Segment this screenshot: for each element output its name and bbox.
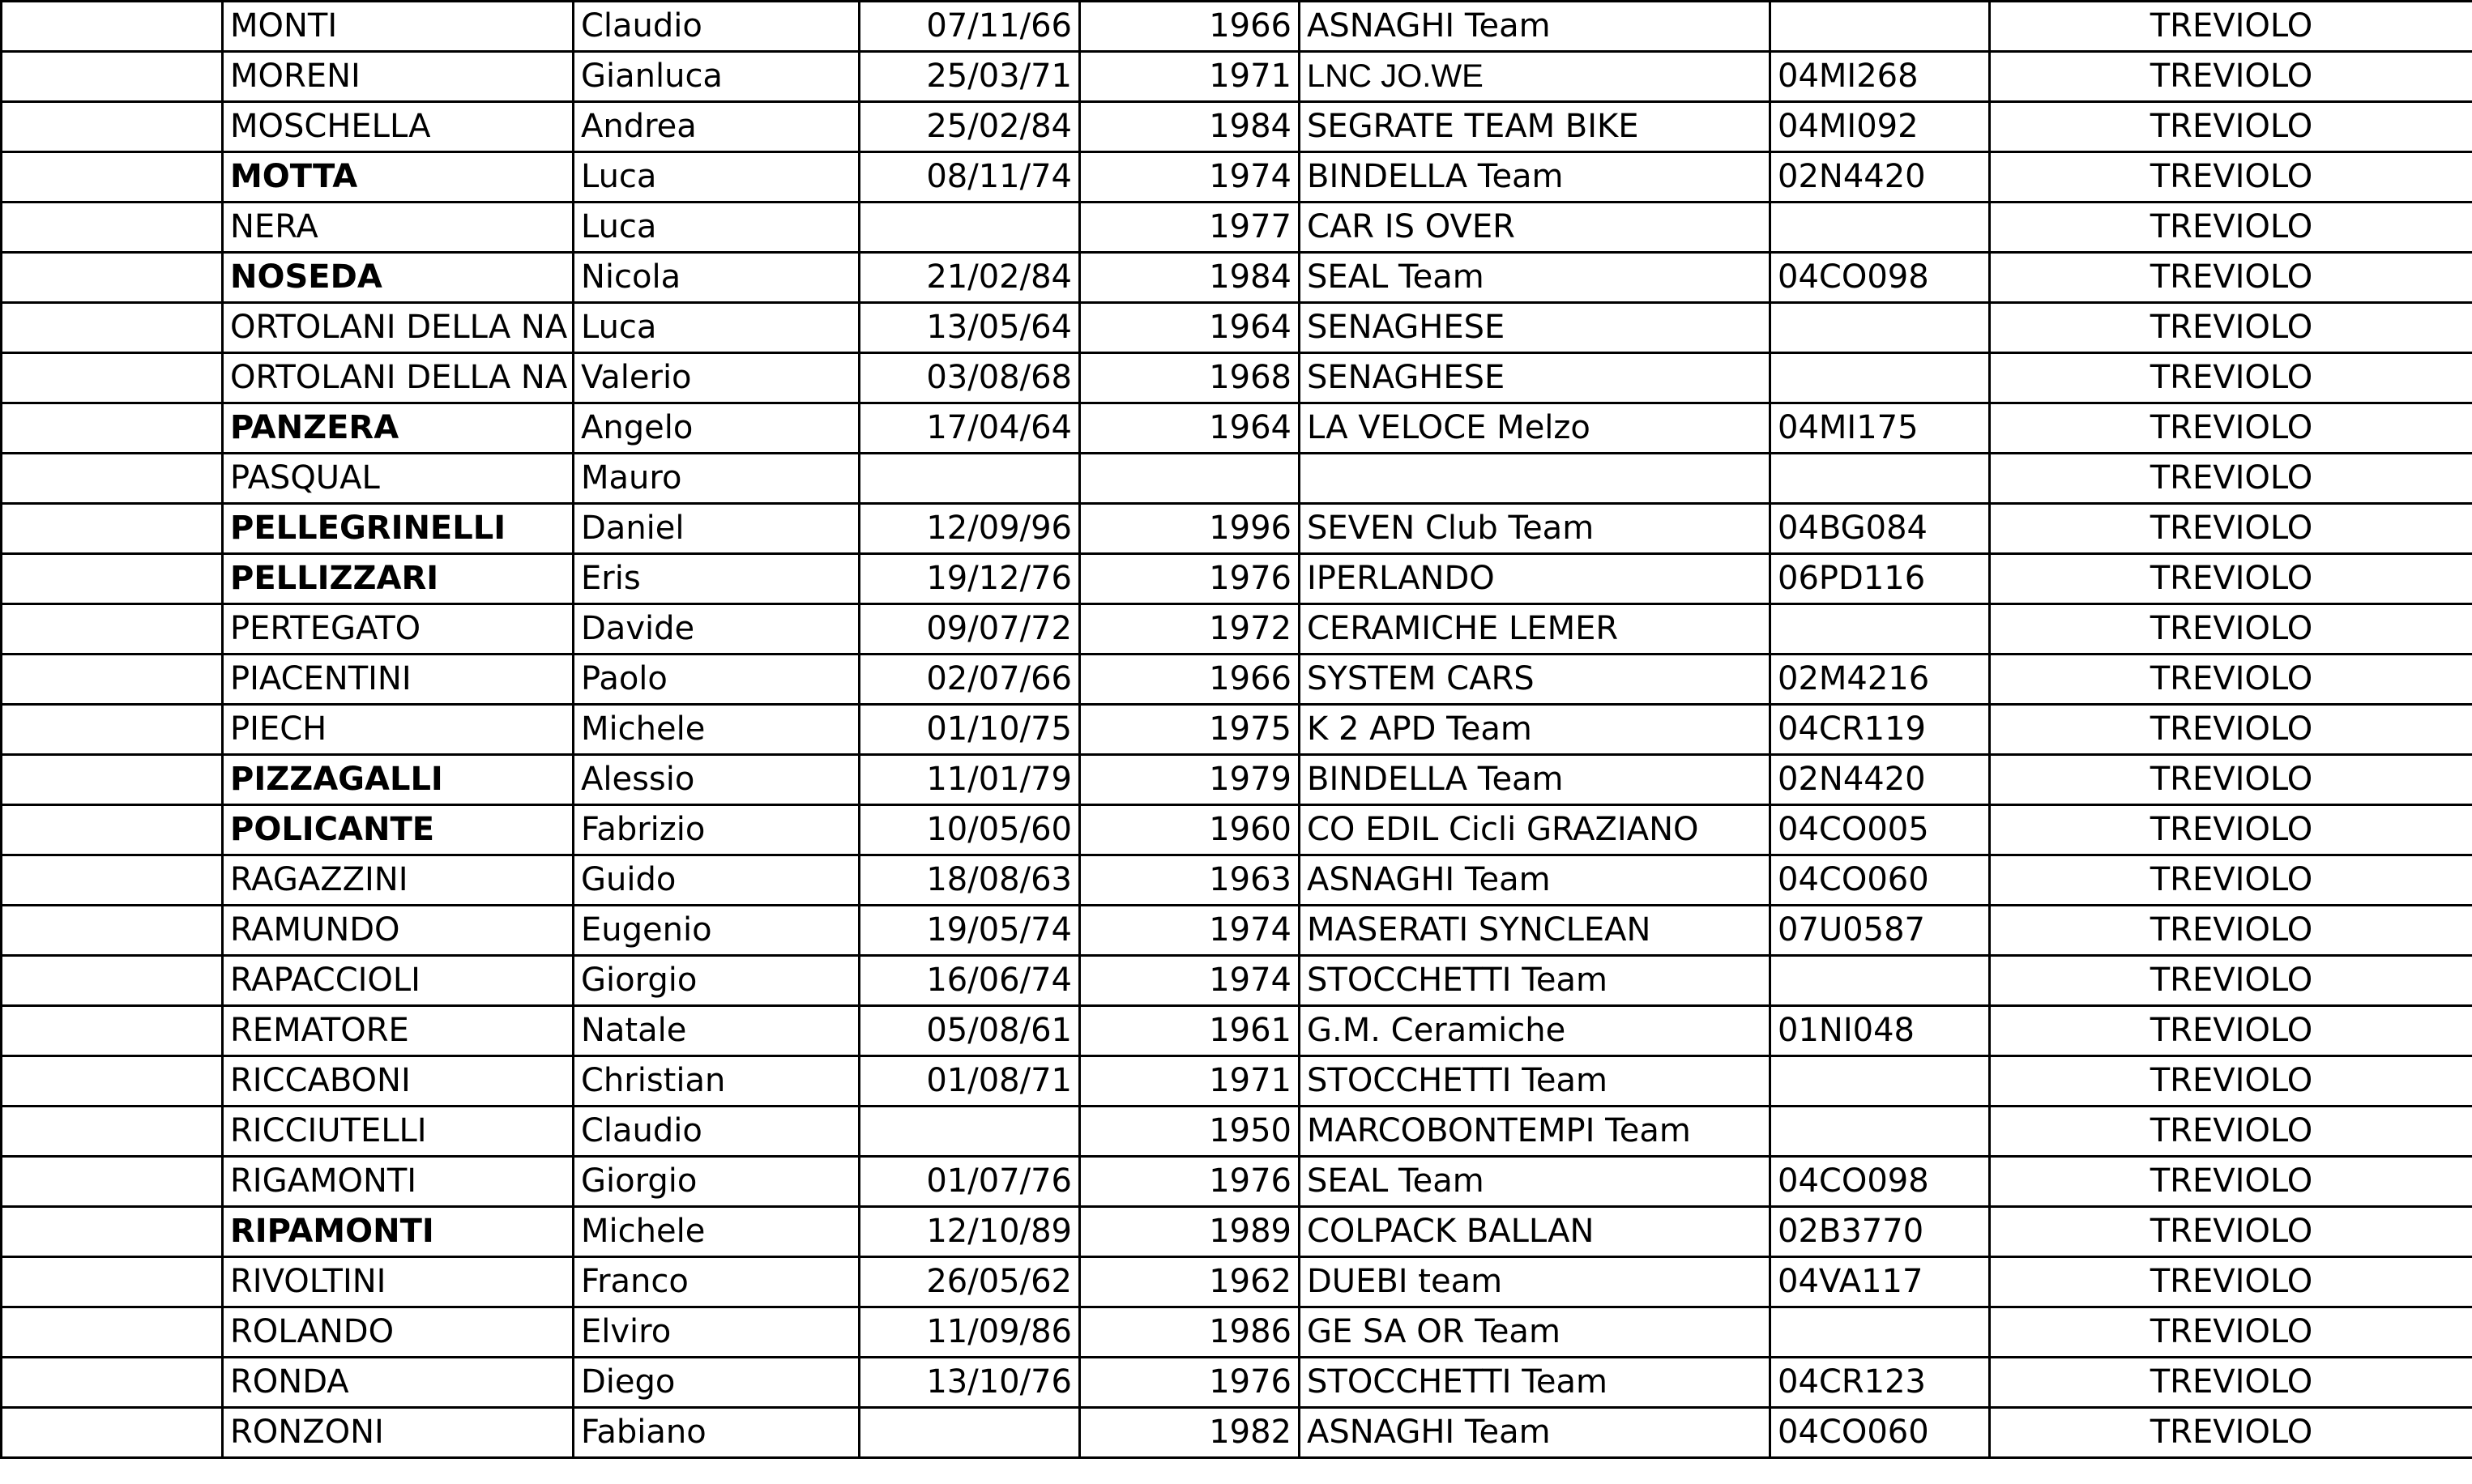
birth-date-cell[interactable]: 01/10/75: [860, 705, 1080, 755]
team-code-cell[interactable]: 04MI268: [1770, 52, 1990, 102]
city-cell[interactable]: TREVIOLO: [1990, 805, 2472, 855]
team-code-cell[interactable]: [1770, 604, 1990, 655]
surname-cell[interactable]: ORTOLANI DELLA NA: [223, 353, 574, 403]
table-row: [2, 705, 2472, 755]
blank-cell[interactable]: [2, 554, 223, 604]
birth-year-cell[interactable]: 1979: [1080, 755, 1300, 805]
team-cell[interactable]: SENAGHESE: [1300, 303, 1770, 353]
birth-date-cell[interactable]: 21/02/84: [860, 253, 1080, 303]
blank-cell[interactable]: [2, 1157, 223, 1207]
birth-date-cell[interactable]: 25/02/84: [860, 102, 1080, 152]
first-name-cell[interactable]: Gianluca: [574, 52, 860, 102]
table-row: [2, 353, 2472, 403]
birth-year-cell[interactable]: 1996: [1080, 504, 1300, 554]
surname-cell[interactable]: PASQUAL: [223, 454, 574, 504]
team-cell[interactable]: LNC JO.WE: [1300, 52, 1770, 102]
birth-year-cell[interactable]: 1984: [1080, 102, 1300, 152]
first-name-cell[interactable]: Daniel: [574, 504, 860, 554]
blank-cell[interactable]: [2, 1408, 223, 1458]
birth-year-cell[interactable]: 1964: [1080, 403, 1300, 454]
surname-cell[interactable]: RICCABONI: [223, 1056, 574, 1107]
surname-cell[interactable]: ORTOLANI DELLA NA: [223, 303, 574, 353]
team-cell[interactable]: GE SA OR Team: [1300, 1307, 1770, 1358]
birth-year-cell[interactable]: 1974: [1080, 956, 1300, 1006]
team-cell[interactable]: [1300, 454, 1770, 504]
table-row: [2, 1107, 2472, 1157]
surname-cell[interactable]: RAGAZZINI: [223, 855, 574, 906]
first-name-cell[interactable]: Fabrizio: [574, 805, 860, 855]
city-cell[interactable]: TREVIOLO: [1990, 403, 2472, 454]
city-cell[interactable]: TREVIOLO: [1990, 102, 2472, 152]
birth-year-cell[interactable]: 1950: [1080, 1107, 1300, 1157]
team-cell[interactable]: LA VELOCE Melzo: [1300, 403, 1770, 454]
surname-cell[interactable]: ROLANDO: [223, 1307, 574, 1358]
first-name-cell[interactable]: Alessio: [574, 755, 860, 805]
city-cell[interactable]: TREVIOLO: [1990, 956, 2472, 1006]
city-cell[interactable]: TREVIOLO: [1990, 152, 2472, 203]
city-cell[interactable]: TREVIOLO: [1990, 1107, 2472, 1157]
birth-year-cell[interactable]: 1963: [1080, 855, 1300, 906]
city-cell[interactable]: TREVIOLO: [1990, 906, 2472, 956]
table-row: [2, 454, 2472, 504]
birth-year-cell[interactable]: 1962: [1080, 1257, 1300, 1307]
team-cell[interactable]: ASNAGHI Team: [1300, 1408, 1770, 1458]
team-cell[interactable]: DUEBI team: [1300, 1257, 1770, 1307]
city-cell[interactable]: TREVIOLO: [1990, 604, 2472, 655]
team-code-cell[interactable]: 04CO060: [1770, 855, 1990, 906]
birth-year-cell[interactable]: [1080, 454, 1300, 504]
birth-year-cell[interactable]: 1989: [1080, 1207, 1300, 1257]
table-row: [2, 1056, 2472, 1107]
team-cell[interactable]: STOCCHETTI Team: [1300, 1358, 1770, 1408]
birth-year-cell[interactable]: 1960: [1080, 805, 1300, 855]
surname-cell[interactable]: PELLEGRINELLI: [223, 504, 574, 554]
birth-year-cell[interactable]: 1972: [1080, 604, 1300, 655]
surname-cell[interactable]: MOTTA: [223, 152, 574, 203]
birth-date-cell[interactable]: 02/07/66: [860, 655, 1080, 705]
first-name-cell[interactable]: Mauro: [574, 454, 860, 504]
team-cell[interactable]: MASERATI SYNCLEAN: [1300, 906, 1770, 956]
table-row: [2, 253, 2472, 303]
birth-date-cell[interactable]: 10/05/60: [860, 805, 1080, 855]
city-cell[interactable]: TREVIOLO: [1990, 1207, 2472, 1257]
blank-cell[interactable]: [2, 2, 223, 52]
team-cell[interactable]: STOCCHETTI Team: [1300, 956, 1770, 1006]
surname-cell[interactable]: RIVOLTINI: [223, 1257, 574, 1307]
surname-cell[interactable]: PIACENTINI: [223, 655, 574, 705]
city-cell[interactable]: TREVIOLO: [1990, 1056, 2472, 1107]
birth-year-cell[interactable]: 1976: [1080, 1157, 1300, 1207]
blank-cell[interactable]: [2, 504, 223, 554]
table-row: [2, 655, 2472, 705]
team-code-cell[interactable]: [1770, 454, 1990, 504]
birth-year-cell[interactable]: 1986: [1080, 1307, 1300, 1358]
birth-date-cell[interactable]: 17/04/64: [860, 403, 1080, 454]
table-row: [2, 554, 2472, 604]
blank-cell[interactable]: [2, 1056, 223, 1107]
team-code-cell[interactable]: 04BG084: [1770, 504, 1990, 554]
birth-date-cell[interactable]: 19/05/74: [860, 906, 1080, 956]
city-cell[interactable]: TREVIOLO: [1990, 1408, 2472, 1458]
blank-cell[interactable]: [2, 1257, 223, 1307]
first-name-cell[interactable]: Michele: [574, 705, 860, 755]
blank-cell[interactable]: [2, 906, 223, 956]
blank-cell[interactable]: [2, 1307, 223, 1358]
team-code-cell[interactable]: 06PD116: [1770, 554, 1990, 604]
first-name-cell[interactable]: Natale: [574, 1006, 860, 1056]
table-row: [2, 755, 2472, 805]
first-name-cell[interactable]: Davide: [574, 604, 860, 655]
team-code-cell[interactable]: 02N4420: [1770, 755, 1990, 805]
birth-date-cell[interactable]: 07/11/66: [860, 2, 1080, 52]
team-code-cell[interactable]: [1770, 353, 1990, 403]
first-name-cell[interactable]: Guido: [574, 855, 860, 906]
table-row: [2, 855, 2472, 906]
birth-date-cell[interactable]: 05/08/61: [860, 1006, 1080, 1056]
first-name-cell[interactable]: Luca: [574, 203, 860, 253]
blank-cell[interactable]: [2, 203, 223, 253]
first-name-cell[interactable]: Giorgio: [574, 956, 860, 1006]
surname-cell[interactable]: POLICANTE: [223, 805, 574, 855]
team-code-cell[interactable]: 04CO005: [1770, 805, 1990, 855]
first-name-cell[interactable]: Angelo: [574, 403, 860, 454]
table-row: [2, 152, 2472, 203]
surname-cell[interactable]: PERTEGATO: [223, 604, 574, 655]
birth-year-cell[interactable]: 1971: [1080, 52, 1300, 102]
team-cell[interactable]: SEAL Team: [1300, 253, 1770, 303]
birth-date-cell[interactable]: 12/09/96: [860, 504, 1080, 554]
city-cell[interactable]: TREVIOLO: [1990, 855, 2472, 906]
team-cell[interactable]: IPERLANDO: [1300, 554, 1770, 604]
surname-cell[interactable]: MOSCHELLA: [223, 102, 574, 152]
birth-date-cell[interactable]: 09/07/72: [860, 604, 1080, 655]
city-cell[interactable]: TREVIOLO: [1990, 655, 2472, 705]
birth-year-cell[interactable]: 1974: [1080, 152, 1300, 203]
table-row: [2, 52, 2472, 102]
team-code-cell[interactable]: 04CR119: [1770, 705, 1990, 755]
surname-cell[interactable]: PIZZAGALLI: [223, 755, 574, 805]
first-name-cell[interactable]: Luca: [574, 303, 860, 353]
blank-cell[interactable]: [2, 403, 223, 454]
blank-cell[interactable]: [2, 755, 223, 805]
blank-cell[interactable]: [2, 956, 223, 1006]
surname-cell[interactable]: RAMUNDO: [223, 906, 574, 956]
birth-year-cell[interactable]: 1966: [1080, 655, 1300, 705]
birth-date-cell[interactable]: 08/11/74: [860, 152, 1080, 203]
team-code-cell[interactable]: 04MI175: [1770, 403, 1990, 454]
surname-cell[interactable]: PANZERA: [223, 403, 574, 454]
team-cell[interactable]: BINDELLA Team: [1300, 152, 1770, 203]
team-cell[interactable]: SEAL Team: [1300, 1157, 1770, 1207]
team-cell[interactable]: COLPACK BALLAN: [1300, 1207, 1770, 1257]
team-cell[interactable]: K 2 APD Team: [1300, 705, 1770, 755]
city-cell[interactable]: TREVIOLO: [1990, 705, 2472, 755]
blank-cell[interactable]: [2, 1358, 223, 1408]
birth-date-cell[interactable]: [860, 1408, 1080, 1458]
blank-cell[interactable]: [2, 1107, 223, 1157]
blank-cell[interactable]: [2, 253, 223, 303]
city-cell[interactable]: TREVIOLO: [1990, 2, 2472, 52]
birth-date-cell[interactable]: 11/01/79: [860, 755, 1080, 805]
first-name-cell[interactable]: Franco: [574, 1257, 860, 1307]
city-cell[interactable]: TREVIOLO: [1990, 52, 2472, 102]
birth-year-cell[interactable]: 1984: [1080, 253, 1300, 303]
birth-date-cell[interactable]: 12/10/89: [860, 1207, 1080, 1257]
city-cell[interactable]: TREVIOLO: [1990, 303, 2472, 353]
city-cell[interactable]: TREVIOLO: [1990, 504, 2472, 554]
surname-cell[interactable]: MONTI: [223, 2, 574, 52]
blank-cell[interactable]: [2, 52, 223, 102]
blank-cell[interactable]: [2, 152, 223, 203]
team-cell[interactable]: BINDELLA Team: [1300, 755, 1770, 805]
team-cell[interactable]: CO EDIL Cicli GRAZIANO: [1300, 805, 1770, 855]
first-name-cell[interactable]: Michele: [574, 1207, 860, 1257]
birth-year-cell[interactable]: 1974: [1080, 906, 1300, 956]
birth-year-cell[interactable]: 1961: [1080, 1006, 1300, 1056]
birth-date-cell[interactable]: 01/08/71: [860, 1056, 1080, 1107]
table-row: [2, 1257, 2472, 1307]
birth-date-cell[interactable]: 18/08/63: [860, 855, 1080, 906]
birth-date-cell[interactable]: 25/03/71: [860, 52, 1080, 102]
surname-cell[interactable]: NERA: [223, 203, 574, 253]
table-row: [2, 203, 2472, 253]
table-row: [2, 504, 2472, 554]
table-row: [2, 1408, 2472, 1458]
birth-year-cell[interactable]: 1968: [1080, 353, 1300, 403]
surname-cell[interactable]: RAPACCIOLI: [223, 956, 574, 1006]
city-cell[interactable]: TREVIOLO: [1990, 454, 2472, 504]
blank-cell[interactable]: [2, 655, 223, 705]
table-row: [2, 2, 2472, 52]
team-code-cell[interactable]: [1770, 1307, 1990, 1358]
table-row: [2, 1207, 2472, 1257]
blank-cell[interactable]: [2, 102, 223, 152]
team-cell[interactable]: SYSTEM CARS: [1300, 655, 1770, 705]
table-row: [2, 604, 2472, 655]
team-code-cell[interactable]: [1770, 1056, 1990, 1107]
birth-year-cell[interactable]: 1982: [1080, 1408, 1300, 1458]
city-cell[interactable]: TREVIOLO: [1990, 755, 2472, 805]
birth-year-cell[interactable]: 1976: [1080, 554, 1300, 604]
team-cell[interactable]: ASNAGHI Team: [1300, 855, 1770, 906]
first-name-cell[interactable]: Eugenio: [574, 906, 860, 956]
birth-year-cell[interactable]: 1966: [1080, 2, 1300, 52]
blank-cell[interactable]: [2, 1207, 223, 1257]
birth-date-cell[interactable]: 16/06/74: [860, 956, 1080, 1006]
first-name-cell[interactable]: Fabiano: [574, 1408, 860, 1458]
birth-year-cell[interactable]: 1964: [1080, 303, 1300, 353]
table-body: [2, 2, 2472, 1458]
surname-cell[interactable]: RICCIUTELLI: [223, 1107, 574, 1157]
table-row: [2, 1006, 2472, 1056]
team-code-cell[interactable]: [1770, 1107, 1990, 1157]
team-cell[interactable]: STOCCHETTI Team: [1300, 1056, 1770, 1107]
blank-cell[interactable]: [2, 454, 223, 504]
birth-date-cell[interactable]: 01/07/76: [860, 1157, 1080, 1207]
city-cell[interactable]: TREVIOLO: [1990, 554, 2472, 604]
birth-date-cell[interactable]: 26/05/62: [860, 1257, 1080, 1307]
team-code-cell[interactable]: 04MI092: [1770, 102, 1990, 152]
birth-date-cell[interactable]: 19/12/76: [860, 554, 1080, 604]
table-row: [2, 1307, 2472, 1358]
team-code-cell[interactable]: 02N4420: [1770, 152, 1990, 203]
blank-cell[interactable]: [2, 855, 223, 906]
team-code-cell[interactable]: 04VA117: [1770, 1257, 1990, 1307]
team-code-cell[interactable]: 07U0587: [1770, 906, 1990, 956]
city-cell[interactable]: TREVIOLO: [1990, 1157, 2472, 1207]
table-row: [2, 1157, 2472, 1207]
city-cell[interactable]: TREVIOLO: [1990, 1358, 2472, 1408]
city-cell[interactable]: TREVIOLO: [1990, 253, 2472, 303]
first-name-cell[interactable]: Christian: [574, 1056, 860, 1107]
table-row: [2, 1358, 2472, 1408]
birth-year-cell[interactable]: 1971: [1080, 1056, 1300, 1107]
city-cell[interactable]: TREVIOLO: [1990, 1307, 2472, 1358]
blank-cell[interactable]: [2, 604, 223, 655]
team-cell[interactable]: MARCOBONTEMPI Team: [1300, 1107, 1770, 1157]
team-cell[interactable]: SEGRATE TEAM BIKE: [1300, 102, 1770, 152]
team-cell[interactable]: CERAMICHE LEMER: [1300, 604, 1770, 655]
team-code-cell[interactable]: [1770, 2, 1990, 52]
table-row: [2, 805, 2472, 855]
table-row: [2, 403, 2472, 454]
blank-cell[interactable]: [2, 805, 223, 855]
table-row: [2, 956, 2472, 1006]
team-code-cell[interactable]: [1770, 203, 1990, 253]
birth-date-cell[interactable]: 13/10/76: [860, 1358, 1080, 1408]
city-cell[interactable]: TREVIOLO: [1990, 353, 2472, 403]
first-name-cell[interactable]: Elviro: [574, 1307, 860, 1358]
surname-cell[interactable]: PELLIZZARI: [223, 554, 574, 604]
team-code-cell[interactable]: 04CO098: [1770, 1157, 1990, 1207]
first-name-cell[interactable]: Andrea: [574, 102, 860, 152]
city-cell[interactable]: TREVIOLO: [1990, 203, 2472, 253]
city-cell[interactable]: TREVIOLO: [1990, 1006, 2472, 1056]
surname-cell[interactable]: RIGAMONTI: [223, 1157, 574, 1207]
first-name-cell[interactable]: Claudio: [574, 2, 860, 52]
team-code-cell[interactable]: 04CR123: [1770, 1358, 1990, 1408]
team-cell[interactable]: SENAGHESE: [1300, 353, 1770, 403]
birth-date-cell[interactable]: [860, 1107, 1080, 1157]
first-name-cell[interactable]: Giorgio: [574, 1157, 860, 1207]
first-name-cell[interactable]: Luca: [574, 152, 860, 203]
birth-date-cell[interactable]: [860, 454, 1080, 504]
blank-cell[interactable]: [2, 353, 223, 403]
surname-cell[interactable]: PIECH: [223, 705, 574, 755]
birth-year-cell[interactable]: 1976: [1080, 1358, 1300, 1408]
team-code-cell[interactable]: 01NI048: [1770, 1006, 1990, 1056]
birth-date-cell[interactable]: [860, 203, 1080, 253]
first-name-cell[interactable]: Claudio: [574, 1107, 860, 1157]
team-code-cell[interactable]: 04CO098: [1770, 253, 1990, 303]
first-name-cell[interactable]: Nicola: [574, 253, 860, 303]
first-name-cell[interactable]: Eris: [574, 554, 860, 604]
team-code-cell[interactable]: [1770, 303, 1990, 353]
birth-date-cell[interactable]: 13/05/64: [860, 303, 1080, 353]
team-code-cell[interactable]: [1770, 956, 1990, 1006]
first-name-cell[interactable]: Valerio: [574, 353, 860, 403]
surname-cell[interactable]: RIPAMONTI: [223, 1207, 574, 1257]
table-row: [2, 906, 2472, 956]
blank-cell[interactable]: [2, 705, 223, 755]
birth-year-cell[interactable]: 1977: [1080, 203, 1300, 253]
birth-date-cell[interactable]: 11/09/86: [860, 1307, 1080, 1358]
team-code-cell[interactable]: 02B3770: [1770, 1207, 1990, 1257]
team-cell[interactable]: SEVEN Club Team: [1300, 504, 1770, 554]
blank-cell[interactable]: [2, 303, 223, 353]
team-cell[interactable]: G.M. Ceramiche: [1300, 1006, 1770, 1056]
team-cell[interactable]: ASNAGHI Team: [1300, 2, 1770, 52]
first-name-cell[interactable]: Diego: [574, 1358, 860, 1408]
birth-year-cell[interactable]: 1975: [1080, 705, 1300, 755]
team-code-cell[interactable]: 04CO060: [1770, 1408, 1990, 1458]
city-cell[interactable]: TREVIOLO: [1990, 1257, 2472, 1307]
table-row: [2, 102, 2472, 152]
surname-cell[interactable]: NOSEDA: [223, 253, 574, 303]
blank-cell[interactable]: [2, 1006, 223, 1056]
first-name-cell[interactable]: Paolo: [574, 655, 860, 705]
birth-date-cell[interactable]: 03/08/68: [860, 353, 1080, 403]
team-code-cell[interactable]: 02M4216: [1770, 655, 1990, 705]
team-cell[interactable]: CAR IS OVER: [1300, 203, 1770, 253]
surname-cell[interactable]: REMATORE: [223, 1006, 574, 1056]
surname-cell[interactable]: RONZONI: [223, 1408, 574, 1458]
surname-cell[interactable]: MORENI: [223, 52, 574, 102]
table-row: [2, 303, 2472, 353]
surname-cell[interactable]: RONDA: [223, 1358, 574, 1408]
